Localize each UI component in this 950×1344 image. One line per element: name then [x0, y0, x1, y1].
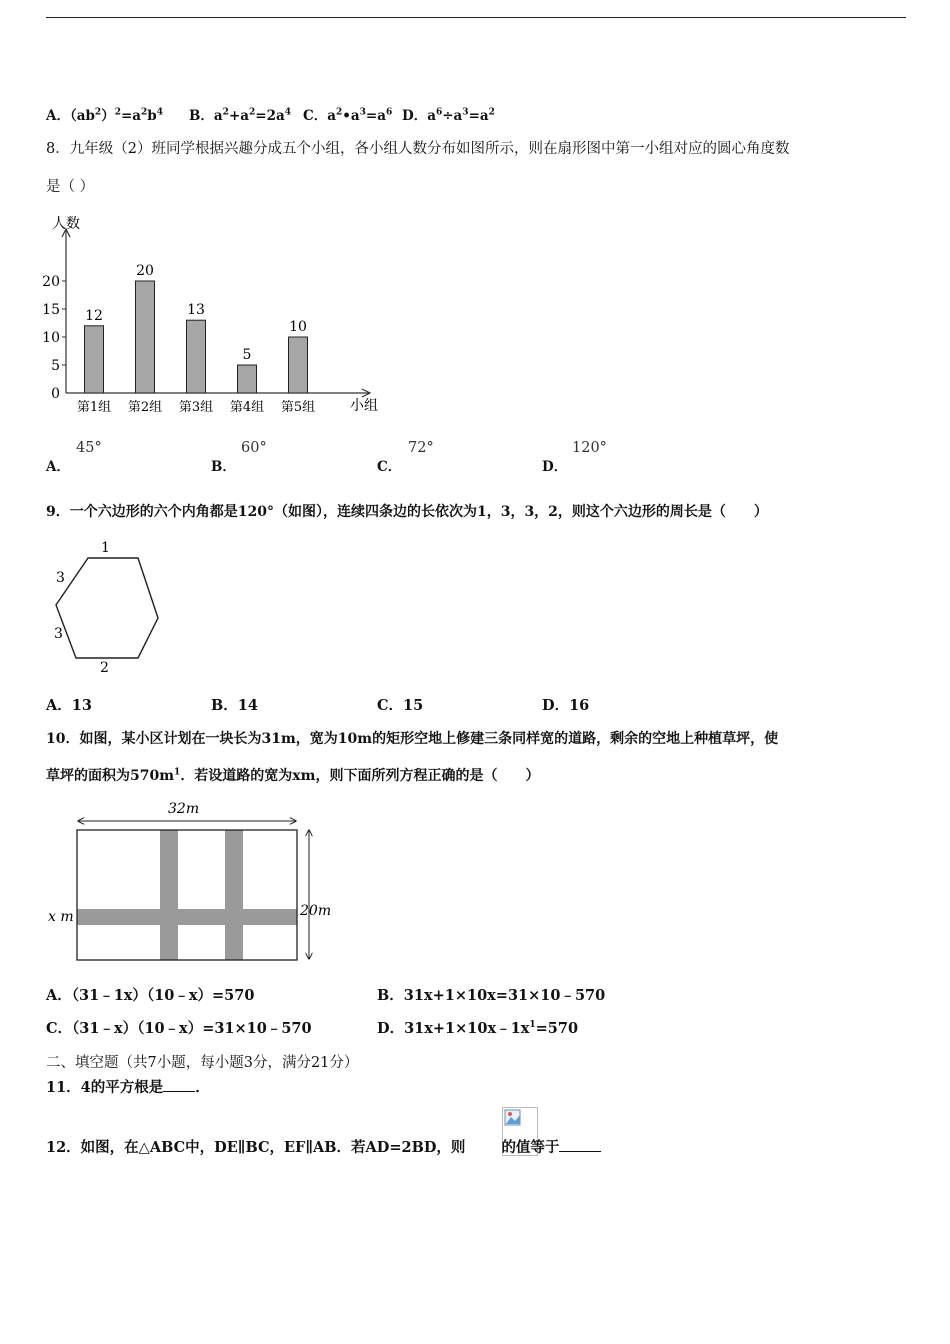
- q8-stem-line2: 是（ ）: [46, 179, 95, 195]
- chart-x-ticks: [77, 400, 315, 415]
- rectangle-plot: [77, 830, 297, 960]
- q9-option-a: A．13: [46, 697, 92, 714]
- section-fill-in-title: 二、填空题（共7小题，每小题3分，满分21分）: [46, 1055, 359, 1071]
- q10-option-d: D．$31x+1\times 10x﹣1x^1=570$: [377, 1020, 579, 1037]
- chart-x-tick-label: 第4组: [229, 400, 265, 415]
- q10-option-a: A．（31﹣1x）（10﹣x）=570: [46, 987, 255, 1004]
- q10-stem-line2: 草坪的面积为$570m^1$．若设道路的宽为xm，则下面所列方程正确的是（ ）: [46, 767, 540, 784]
- hexagon-side-top: 1: [101, 540, 110, 556]
- chart-x-tick-label: 第2组: [127, 400, 163, 415]
- hexagon-side-bottom: 2: [100, 660, 109, 675]
- horizontal-road: [77, 909, 297, 925]
- length-label: 32m: [168, 801, 200, 817]
- q7-option-d: D．$a^6\div a^3=a^2$: [402, 107, 495, 124]
- q9-option-b: B．14: [211, 697, 258, 714]
- chart-x-axis-label: 小组: [350, 398, 378, 414]
- q8-option-a-value: 45°: [76, 440, 102, 456]
- q9-option-d: D．16: [542, 697, 590, 714]
- q8-option-c-value: 72°: [408, 440, 434, 456]
- chart-x-tick-label: 第1组: [76, 400, 112, 415]
- chart-data-label: 20: [136, 263, 154, 279]
- q9-option-c: C．15: [377, 697, 424, 714]
- chart-y-tick-label: 10: [42, 330, 60, 346]
- chart-axes: [62, 229, 370, 397]
- broken-image-icon: [504, 1109, 522, 1127]
- q7-option-c: C．$a^2•a^3=a^6$: [303, 107, 393, 124]
- chart-bar: [289, 337, 308, 393]
- chart-data-label: 10: [289, 319, 307, 335]
- chart-y-tick-label: 5: [51, 358, 60, 374]
- q10-option-c: C．（31﹣x）（10﹣x）=31×10﹣570: [46, 1020, 312, 1037]
- q7-option-b: B．$a^2+a^2=2a^4$: [189, 107, 291, 124]
- q8-option-c-label: C．: [377, 459, 402, 475]
- q10-option-b: B．31x+1×10x=31×10﹣570: [377, 987, 606, 1004]
- q12-stem: 12．如图，在△ABC中，DE∥BC，EF∥AB．若AD=2BD，则 的值等于: [46, 1136, 601, 1157]
- chart-y-tick-label: 20: [42, 274, 60, 290]
- q11-stem: 11．4的平方根是 ．: [46, 1079, 210, 1096]
- chart-data-label: 12: [85, 307, 103, 324]
- hexagon-figure: [44, 535, 164, 675]
- road-width-label: x m: [48, 909, 74, 925]
- q9-stem: 9．一个六边形的六个内角都是120°（如图），连续四条边的长依次为1，3，3，2，则这个六边形的周长是（ ）: [46, 504, 768, 520]
- vertical-road-2: [225, 830, 243, 960]
- hexagon-side-upper-left: 3: [56, 570, 65, 586]
- vertical-road-1: [160, 830, 178, 960]
- q8-option-b-label: B．: [211, 459, 236, 475]
- q8-option-d-value: 120°: [572, 440, 607, 456]
- hexagon-side-lower-left: 3: [54, 626, 63, 642]
- chart-bar: [136, 281, 155, 393]
- hexagon-shape: [56, 558, 158, 658]
- chart-x-tick-label: 第3组: [178, 400, 214, 415]
- chart-y-tick-label: 0: [51, 386, 60, 402]
- q7-option-a: A．$(ab^2)^2=a^2b^4$: [46, 107, 163, 124]
- chart-y-axis-label: 人数: [52, 216, 80, 232]
- q8-option-a-label: A．: [46, 459, 70, 475]
- q8-option-d-label: D．: [542, 459, 568, 475]
- q10-stem-line1: 10．如图，某小区计划在一块长为31m，宽为10m的矩形空地上修建三条同样宽的道路，剩余的空地上种植草坪，使: [46, 731, 779, 747]
- chart-y-tick-label: 15: [42, 302, 60, 318]
- q8-stem-line1: 8．九年级（2）班同学根据兴趣分成五个小组，各小组人数分布如图所示，则在扇形图中第一小组对应的圆心角度数: [46, 141, 790, 157]
- group-bar-chart: [40, 210, 400, 425]
- chart-bars: [85, 281, 308, 393]
- chart-bar: [187, 320, 206, 393]
- road-plan-figure: [44, 797, 344, 969]
- chart-x-tick-label: 第5组: [280, 400, 316, 415]
- q8-option-b-value: 60°: [241, 440, 267, 456]
- chart-data-label: 5: [242, 347, 252, 363]
- chart-data-label: 13: [187, 302, 205, 319]
- width-label: 20m: [300, 903, 332, 919]
- header-rule: [46, 17, 906, 18]
- chart-bar: [85, 326, 104, 393]
- chart-bar: [238, 365, 257, 393]
- q8-options: [46, 440, 666, 474]
- chart-y-ticks: [42, 274, 66, 402]
